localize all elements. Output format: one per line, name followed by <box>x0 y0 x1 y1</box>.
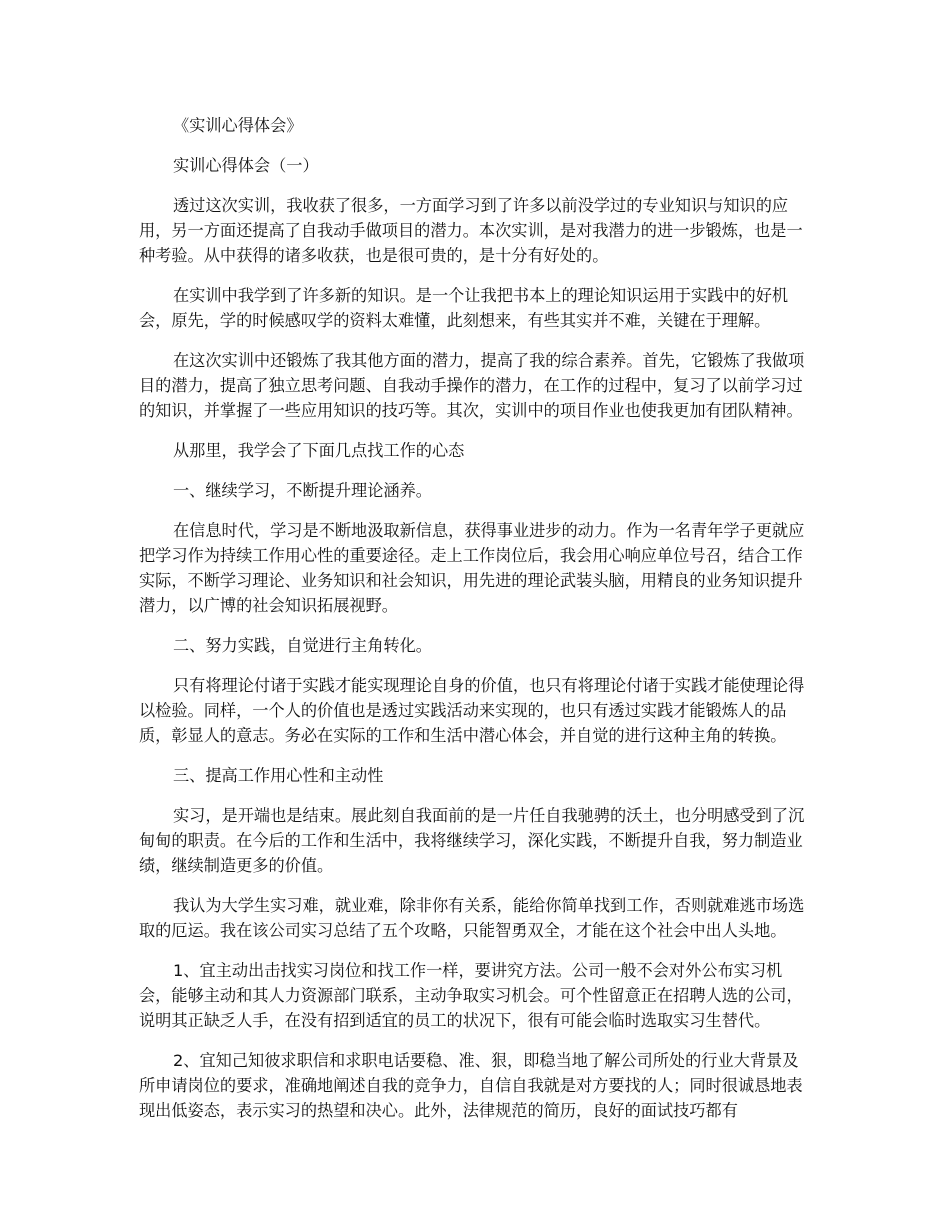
paragraph <box>139 478 809 503</box>
paragraph-line: 1、宜主动出击找实习岗位和找工作一样，要讲究方法。公司一般不会对外公布实习机 <box>173 961 783 980</box>
paragraph-line: 质，彰显人的意志。务必在实际的工作和生活中潜心体会，并自觉的进行这种主角的转换。 <box>139 726 787 745</box>
paragraph-line: 实习，是开端也是结束。展此刻自我面前的是一片任自我驰骋的沃土，也分明感受到了沉 <box>173 806 805 825</box>
paragraph <box>139 673 809 748</box>
paragraph <box>139 803 809 878</box>
document-body <box>139 113 809 1138</box>
paragraph <box>139 283 809 333</box>
paragraph-line: 所申请岗位的要求，准确地阐述自我的竞争力，自信自我就是对方要找的人；同时很诚恳地表 <box>139 1076 803 1095</box>
paragraph <box>139 763 809 788</box>
paragraph <box>139 438 809 463</box>
paragraph-line: 会，原先，学的时候感叹学的资料太难懂，此刻想来，有些其实并不难，关键在于理解。 <box>139 311 771 330</box>
paragraph-line: 从那里，我学会了下面几点找工作的心态 <box>173 441 465 460</box>
paragraph-line: 一、继续学习，不断提升理论涵养。 <box>173 481 432 500</box>
paragraph-line: 把学习作为持续工作用心性的重要途径。走上工作岗位后，我会用心响应单位号召，结合工作 <box>139 546 803 565</box>
paragraph-line: 在信息时代，学习是不断地汲取新信息，获得事业进步的动力。作为一名青年学子更就应 <box>173 521 805 540</box>
paragraph-line: 甸甸的职责。在今后的工作和生活中，我将继续学习，深化实践，不断提升自我，努力制造业 <box>139 831 803 850</box>
paragraph-line: 取的厄运。我在该公司实习总结了五个攻略，只能智勇双全，才能在这个社会中出人头地。 <box>139 921 787 940</box>
paragraph-line: 会，能够主动和其人力资源部门联系，主动争取实习机会。可个性留意正在招聘人选的公司， <box>139 986 803 1005</box>
paragraph <box>139 1048 809 1123</box>
paragraph-line: 在这次实训中还锻炼了我其他方面的潜力，提高了我的综合素养。首先，它锻炼了我做项 <box>173 351 805 370</box>
paragraph-line: 目的潜力，提高了独立思考问题、自我动手操作的潜力，在工作的过程中，复习了以前学习过 <box>139 376 803 395</box>
paragraph-line: 实际，不断学习理论、业务知识和社会知识，用先进的理论武装头脑，用精良的业务知识提升 <box>139 571 803 590</box>
paragraph-line: 说明其正缺乏人手，在没有招到适宜的员工的状况下，很有可能会临时选取实习生替代。 <box>139 1011 771 1030</box>
paragraph-list <box>139 193 809 1123</box>
paragraph-line: 绩，继续制造更多的价值。 <box>139 856 334 875</box>
document-title: 《实训心得体会》 <box>173 116 303 135</box>
paragraph-line: 现出低姿态，表示实习的热望和决心。此外，法律规范的简历，良好的面试技巧都有 <box>139 1101 738 1120</box>
paragraph-line: 二、努力实践，自觉进行主角转化。 <box>173 636 432 655</box>
paragraph <box>139 893 809 943</box>
paragraph-line: 三、提高工作用心性和主动性 <box>173 766 384 785</box>
paragraph-line: 种考验。从中获得的诸多收获，也是很可贵的，是十分有好处的。 <box>139 246 609 265</box>
paragraph <box>139 348 809 423</box>
paragraph-line: 2、宜知己知彼求职信和求职电话要稳、准、狠，即稳当地了解公司所处的行业大背景及 <box>173 1051 799 1070</box>
paragraph <box>139 193 809 268</box>
paragraph-line: 透过这次实训，我收获了很多，一方面学习到了许多以前没学过的专业知识与知识的应 <box>173 196 789 215</box>
paragraph-line: 的知识，并掌握了一些应用知识的技巧等。其次，实训中的项目作业也使我更加有团队精神。 <box>139 401 803 420</box>
paragraph-line: 用，另一方面还提高了自我动手做项目的潜力。本次实训，是对我潜力的进一步锻炼，也是一 <box>139 221 803 240</box>
paragraph <box>139 958 809 1033</box>
paragraph-line: 潜力，以广博的社会知识拓展视野。 <box>139 596 398 615</box>
paragraph-line: 在实训中我学到了许多新的知识。是一个让我把书本上的理论知识运用于实践中的好机 <box>173 286 789 305</box>
paragraph-line: 我认为大学生实习难，就业难，除非你有关系，能给你简单找到工作，否则就难逃市场选 <box>173 896 805 915</box>
paragraph-line: 以检验。同样，一个人的价值也是透过实践活动来实现的，也只有透过实践才能锻炼人的品 <box>139 701 787 720</box>
document-subtitle: 实训心得体会（一） <box>173 156 319 175</box>
paragraph <box>139 518 809 618</box>
paragraph-line: 只有将理论付诸于实践才能实现理论自身的价值，也只有将理论付诸于实践才能使理论得 <box>173 676 805 695</box>
paragraph <box>139 633 809 658</box>
